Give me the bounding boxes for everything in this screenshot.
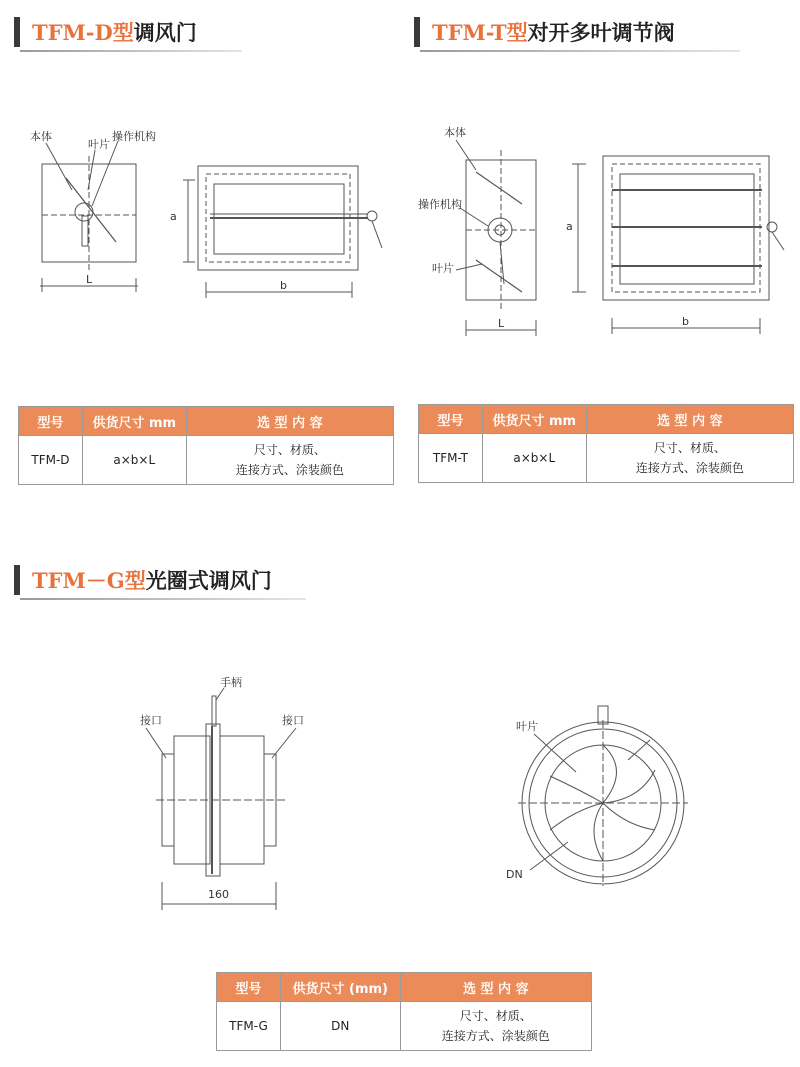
header-size: 供货尺寸 mm bbox=[482, 405, 586, 434]
cell-model: TFM-T bbox=[419, 434, 483, 483]
tfm-t-label-body: 本体 bbox=[444, 126, 466, 139]
tfm-g-label-blade: 叶片 bbox=[516, 720, 538, 733]
tfm-d-name: 调风门 bbox=[133, 20, 197, 45]
header-model: 型号 bbox=[419, 405, 483, 434]
tfm-g-side-drawing bbox=[100, 670, 340, 920]
title-bar bbox=[14, 565, 20, 595]
header-content: 选 型 内 容 bbox=[586, 405, 793, 434]
tfm-d-code: TFM-D型 bbox=[32, 20, 134, 45]
cell-size: a×b×L bbox=[482, 434, 586, 483]
cell-model: TFM-G bbox=[217, 1002, 281, 1051]
header-model: 型号 bbox=[217, 973, 281, 1002]
cell-model: TFM-D bbox=[19, 436, 83, 485]
tfm-g-label-port-left: 接口 bbox=[140, 714, 162, 727]
tfm-d-title-underline bbox=[20, 50, 242, 52]
content-line-1: 尺寸、材质、 bbox=[653, 441, 726, 455]
cell-content bbox=[186, 436, 393, 485]
tfm-g-label-dn: DN bbox=[506, 868, 523, 881]
tfm-g-handle bbox=[212, 696, 216, 726]
tfm-d-title bbox=[14, 14, 197, 50]
tfm-g-spec-table bbox=[216, 972, 592, 1051]
header-content: 选 型 内 容 bbox=[400, 973, 591, 1002]
tfm-t-name: 对开多叶调节阀 bbox=[527, 20, 675, 45]
header-size: 供货尺寸 mm bbox=[82, 407, 186, 436]
tfm-g-front-drawing bbox=[490, 690, 710, 900]
tfm-g-label-port-right: 接口 bbox=[282, 714, 304, 727]
tfm-t-title bbox=[414, 14, 675, 50]
tfm-d-label-L: L bbox=[86, 273, 93, 286]
table-row bbox=[19, 436, 394, 485]
table-row bbox=[217, 1002, 592, 1051]
tfm-t-spec-table bbox=[418, 404, 794, 483]
tfm-t-label-L: L bbox=[498, 317, 505, 330]
tfm-g-name: 光圈式调风门 bbox=[145, 568, 272, 593]
tfm-d-label-blade: 叶片 bbox=[88, 138, 110, 151]
tfm-t-knob bbox=[488, 218, 512, 242]
cell-content bbox=[586, 434, 793, 483]
tfm-d-spec-table bbox=[18, 406, 394, 485]
content-line-2: 连接方式、涂装颜色 bbox=[635, 461, 744, 475]
title-bar bbox=[414, 17, 420, 47]
header-size: 供货尺寸 (mm) bbox=[280, 973, 400, 1002]
tfm-d-label-mechanism: 操作机构 bbox=[112, 130, 156, 143]
header-content: 选 型 内 容 bbox=[186, 407, 393, 436]
tfm-d-blade bbox=[66, 178, 116, 242]
tfm-t-label-blade: 叶片 bbox=[432, 262, 454, 275]
tfm-g-title bbox=[14, 562, 272, 598]
tfm-t-label-mechanism: 操作机构 bbox=[418, 198, 462, 211]
tfm-d-label-b: b bbox=[280, 279, 287, 292]
tfm-t-label-a: a bbox=[566, 220, 573, 233]
tfm-d-front-lever bbox=[367, 211, 377, 221]
cell-content bbox=[400, 1002, 591, 1051]
content-line-2: 连接方式、涂装颜色 bbox=[235, 463, 344, 477]
tfm-t-drawing bbox=[400, 120, 800, 350]
tfm-t-title-underline bbox=[420, 50, 740, 52]
cell-size: a×b×L bbox=[82, 436, 186, 485]
table-row bbox=[419, 434, 794, 483]
tfm-d-knob bbox=[75, 203, 93, 221]
tfm-g-label-handle: 手柄 bbox=[220, 676, 242, 689]
content-line-2: 连接方式、涂装颜色 bbox=[441, 1029, 550, 1043]
tfm-t-code: TFM-T型 bbox=[432, 20, 528, 45]
content-line-1: 尺寸、材质、 bbox=[253, 443, 326, 457]
tfm-d-label-body: 本体 bbox=[30, 130, 52, 143]
cell-size: DN bbox=[280, 1002, 400, 1051]
tfm-d-drawing bbox=[0, 120, 390, 310]
tfm-g-code: TFM－G型 bbox=[32, 568, 146, 593]
tfm-g-label-length: 160 bbox=[208, 888, 229, 901]
header-model: 型号 bbox=[19, 407, 83, 436]
tfm-g-title-underline bbox=[20, 598, 306, 600]
title-bar bbox=[14, 17, 20, 47]
content-line-1: 尺寸、材质、 bbox=[459, 1009, 532, 1023]
tfm-d-label-a: a bbox=[170, 210, 177, 223]
tfm-t-label-b: b bbox=[682, 315, 689, 328]
